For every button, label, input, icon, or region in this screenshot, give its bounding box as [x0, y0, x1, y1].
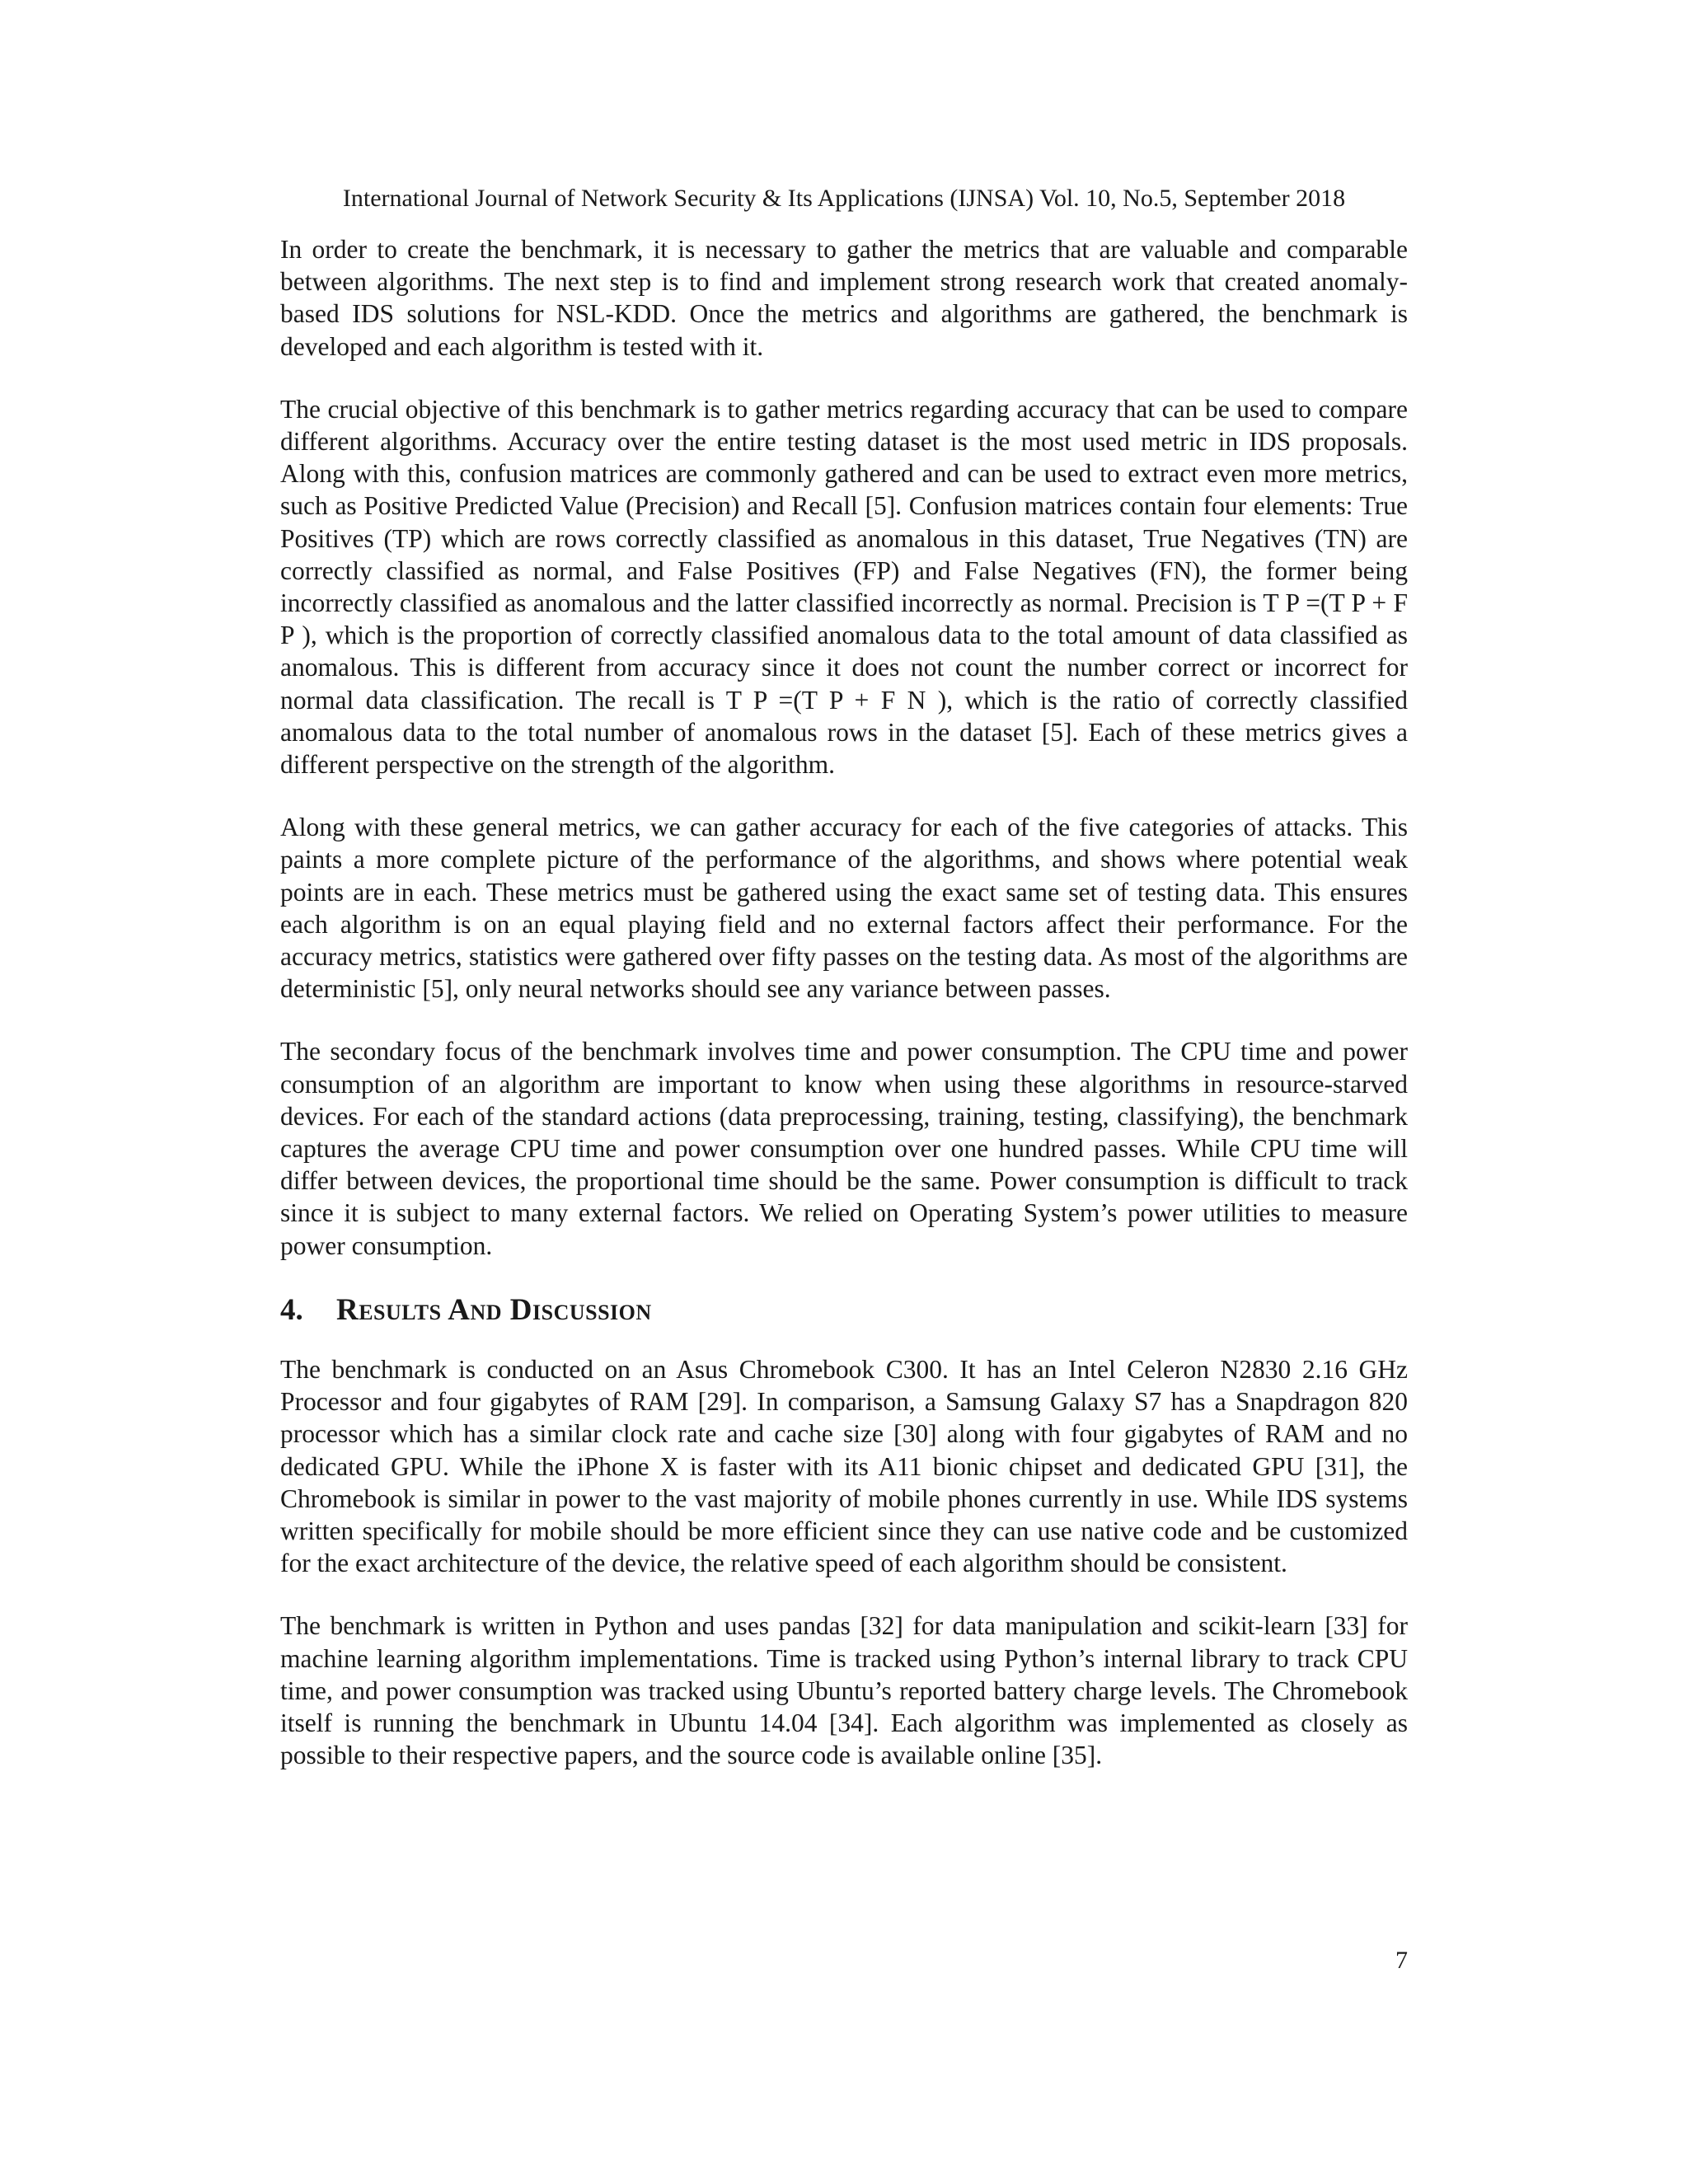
paragraph: The crucial objective of this benchmark is to gather metrics regarding accuracy that can be used to compare different algorithms. Accuracy over the entire testing dataset is the most used metric in IDS proposals. Along with this, confusion matrices are commonly gathered and can be used to extract even more metrics, such as Positive Predicted Value (Precision) and Recall [5]. Confusion matrices contain four elements: True Positives (TP) which are rows correctly classified as anomalous in this dataset, True Negatives (TN) are correctly classified as normal, and False Positives (FP) and False Negatives (FN), the former being incorrectly classified as anomalous and the latter classified incorrectly as normal. Precision is T P =(T P + F P ), which is the proportion of correctly classified anomalous data to the total amount of data classified as anomalous. This is different from accuracy since it does not count the number correct or incorrect for normal data classification. The recall is T P =(T P + F N ), which is the ratio of correctly classified anomalous data to the total number of anomalous rows in the dataset [5]. Each of these metrics gives a different perspective on the strength of the algorithm. — [280, 394, 1408, 780]
paragraph: Along with these general metrics, we can gather accuracy for each of the five categories of attacks. This paints a more complete picture of the performance of the algorithms, and shows where potential weak points are in each. These metrics must be gathered using the exact same set of testing data. This ensures each algorithm is on an equal playing field and no external factors affect their performance. For the accuracy metrics, statistics were gathered over fifty passes on the testing data. As most of the algorithms are deterministic [5], only neural networks should see any variance between passes. — [280, 813, 1408, 1004]
section-number: 4. — [280, 1292, 303, 1327]
page-number: 7 — [1395, 1947, 1408, 1974]
section-heading — [280, 1292, 1408, 1329]
paragraph: In order to create the benchmark, it is necessary to gather the metrics that are valuable and comparable between algorithms. The next step is to find and implement strong research work that created anomaly-based IDS solutions for NSL-KDD. Once the metrics and algorithms are gathered, the benchmark is developed and each algorithm is tested with it. — [280, 235, 1408, 361]
paragraph: The benchmark is conducted on an Asus Chromebook C300. It has an Intel Celeron N2830 2.16 GHz Processor and four gigabytes of RAM [29]. In comparison, a Samsung Galaxy S7 has a Snapdragon 820 processor which has a similar clock rate and cache size [30] along with four gigabytes of RAM and no dedicated GPU. While the iPhone X is faster with its A11 bionic chipset and dedicated GPU [31], the Chromebook is similar in power to the vast majority of mobile phones currently in use. While IDS systems written specifically for mobile should be more efficient since they can use native code and be customized for the exact architecture of the device, the relative speed of each algorithm should be consistent. — [280, 1354, 1408, 1578]
section-title: Results And Discussion — [336, 1292, 652, 1327]
paragraph: The benchmark is written in Python and uses pandas [32] for data manipulation and scikit-learn [33] for machine learning algorithm implementations. Time is tracked using Python’s internal library to track CPU time, and power consumption was tracked using Ubuntu’s reported battery charge levels. The Chromebook itself is running the benchmark in Ubuntu 14.04 [34]. Each algorithm was implemented as closely as possible to their respective papers, and the source code is available online [35]. — [280, 1611, 1408, 1770]
running-header: International Journal of Network Security & Its Applications (IJNSA) Vol. 10, No.5, September 2018 — [342, 185, 1346, 212]
body-text — [280, 233, 1408, 1802]
paragraph: The secondary focus of the benchmark involves time and power consumption. The CPU time and power consumption of an algorithm are important to know when using these algorithms in resource-starved devices. For each of the standard actions (data preprocessing, training, testing, classifying), the benchmark captures the average CPU time and power consumption over one hundred passes. While CPU time will differ between devices, the proportional time should be the same. Power consumption is difficult to track since it is subject to many external factors. We relied on Operating System’s power utilities to measure power consumption. — [280, 1037, 1408, 1260]
